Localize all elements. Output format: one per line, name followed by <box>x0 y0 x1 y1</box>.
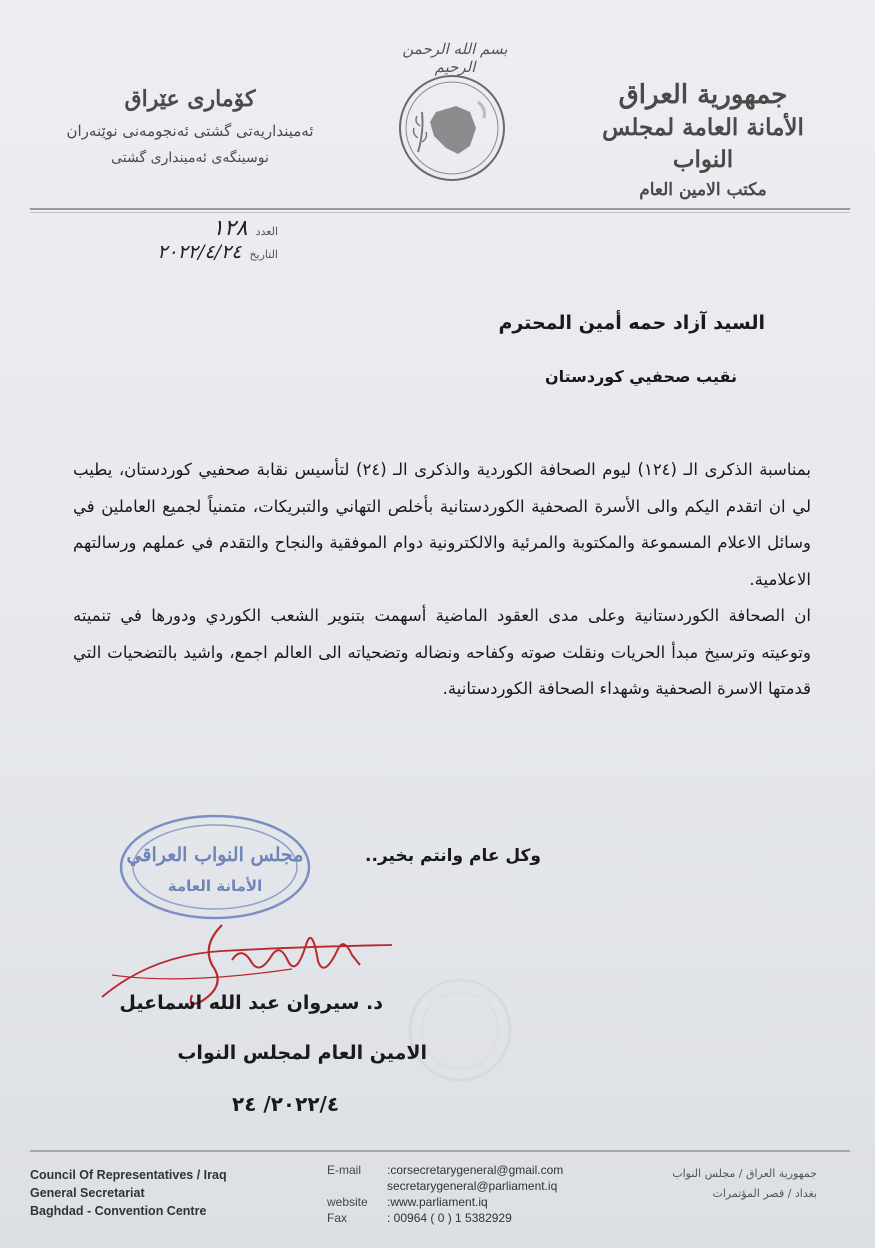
reference-number-label: العدد <box>255 225 278 238</box>
website-label: website <box>327 1195 368 1209</box>
arabic-letterhead <box>583 78 823 204</box>
website-value: :www.parliament.iq <box>387 1195 488 1209</box>
reference-date-label: التاريخ <box>249 248 278 261</box>
email-secondary: secretarygeneral@parliament.iq <box>387 1179 558 1193</box>
letterhead-office: مكتب الامين العام <box>639 180 767 200</box>
recipient-title: نقيب صحفيي كوردستان <box>544 367 737 386</box>
signature-date: ٢٠٢٢/٤/ ٢٤ <box>232 1092 340 1116</box>
kurdish-letterhead-country: كۆمارى عێراق <box>124 86 256 112</box>
footer-divider <box>30 1150 850 1152</box>
recipient-name: السيد آزاد حمه أمين المحترم <box>498 312 765 334</box>
signer-title: الامين العام لمجلس النواب <box>177 1042 427 1064</box>
footer-arabic-line-1: جمهورية العراق / مجلس النواب <box>672 1167 817 1180</box>
footer-arabic-address <box>617 1164 817 1204</box>
letterhead-secretariat: الأمانة العامة لمجلس النواب <box>602 114 804 173</box>
footer-contact <box>327 1162 627 1226</box>
closing-greeting: وكل عام وانتم بخير.. <box>365 846 541 866</box>
footer-english-line-3: Baghdad - Convention Centre <box>30 1204 207 1218</box>
stamp-line-1: مجلس النواب العراقي <box>126 844 304 866</box>
reference-date: ٢٠٢٢/٤/٢٤ <box>157 241 242 263</box>
fax-value: : 00964 ( 0 ) 1 5382929 <box>387 1211 512 1225</box>
bismillah-heading: بسم الله الرحمن الرحيم <box>402 40 508 76</box>
footer-arabic-line-2: بغداد / قصر المؤتمرات <box>712 1187 817 1200</box>
reference-block <box>58 216 278 263</box>
footer-english-address <box>30 1166 290 1220</box>
letter-body <box>73 452 811 708</box>
signer-name: د. سيروان عبد الله اسماعيل <box>119 992 383 1014</box>
fax-label: Fax <box>327 1211 348 1225</box>
header-divider <box>30 208 850 210</box>
body-paragraph-1: بمناسبة الذكرى الـ (١٢٤) ليوم الصحافة الكوردية والذكرى الـ (٢٤) لتأسيس نقابة صحفيي كوردستان، يطيب لي ان اتقدم اليكم والى الأسرة الصحفية الكوردستانية بأخلص التهاني والتبريكات، متمنياً لجميع العاملين في وسائل الاعلام المسموعة والمكتوبة والمرئية والالكترونية دوام الموفقية والنجاح والتقدم في عملهم ورسالتهم الاعلامية. <box>73 460 811 589</box>
kurdish-letterhead-secretariat: ئەمینداریەتی گشتی ئەنجومەنی نوێنەران <box>66 122 314 140</box>
reference-number: ١٢٨ <box>212 216 248 241</box>
letterhead-country: جمهورية العراق <box>618 80 788 110</box>
footer-english-line-1: Council Of Representatives / Iraq <box>30 1168 227 1182</box>
kurdish-letterhead-office: نوسینگەی ئەمینداری گشتی <box>111 150 269 166</box>
header-divider-thin <box>30 212 850 213</box>
stamp-line-2: الأمانة العامة <box>167 877 263 895</box>
footer-english-line-2: General Secretariat <box>30 1186 145 1200</box>
kurdish-letterhead <box>30 82 350 170</box>
body-paragraph-2: ان الصحافة الكوردستانية وعلى مدى العقود الماضية أسهمت بتنوير الشعب الكوردي ودورها في تنميته وتوعيته وترسيخ مبدأ الحريات ونقلت صوته وكفاحه ونضاله وتضحياته الى العالم اجمع، واشيد بالتضحيات التي قدمتها الاسرة الصحفية وشهداء الصحافة الكوردستانية. <box>73 606 811 698</box>
embossed-seal-icon <box>405 975 515 1085</box>
email-label: E-mail <box>327 1163 362 1177</box>
email-primary: :corsecretarygeneral@gmail.com <box>387 1163 564 1177</box>
parliament-emblem-icon <box>396 72 508 184</box>
